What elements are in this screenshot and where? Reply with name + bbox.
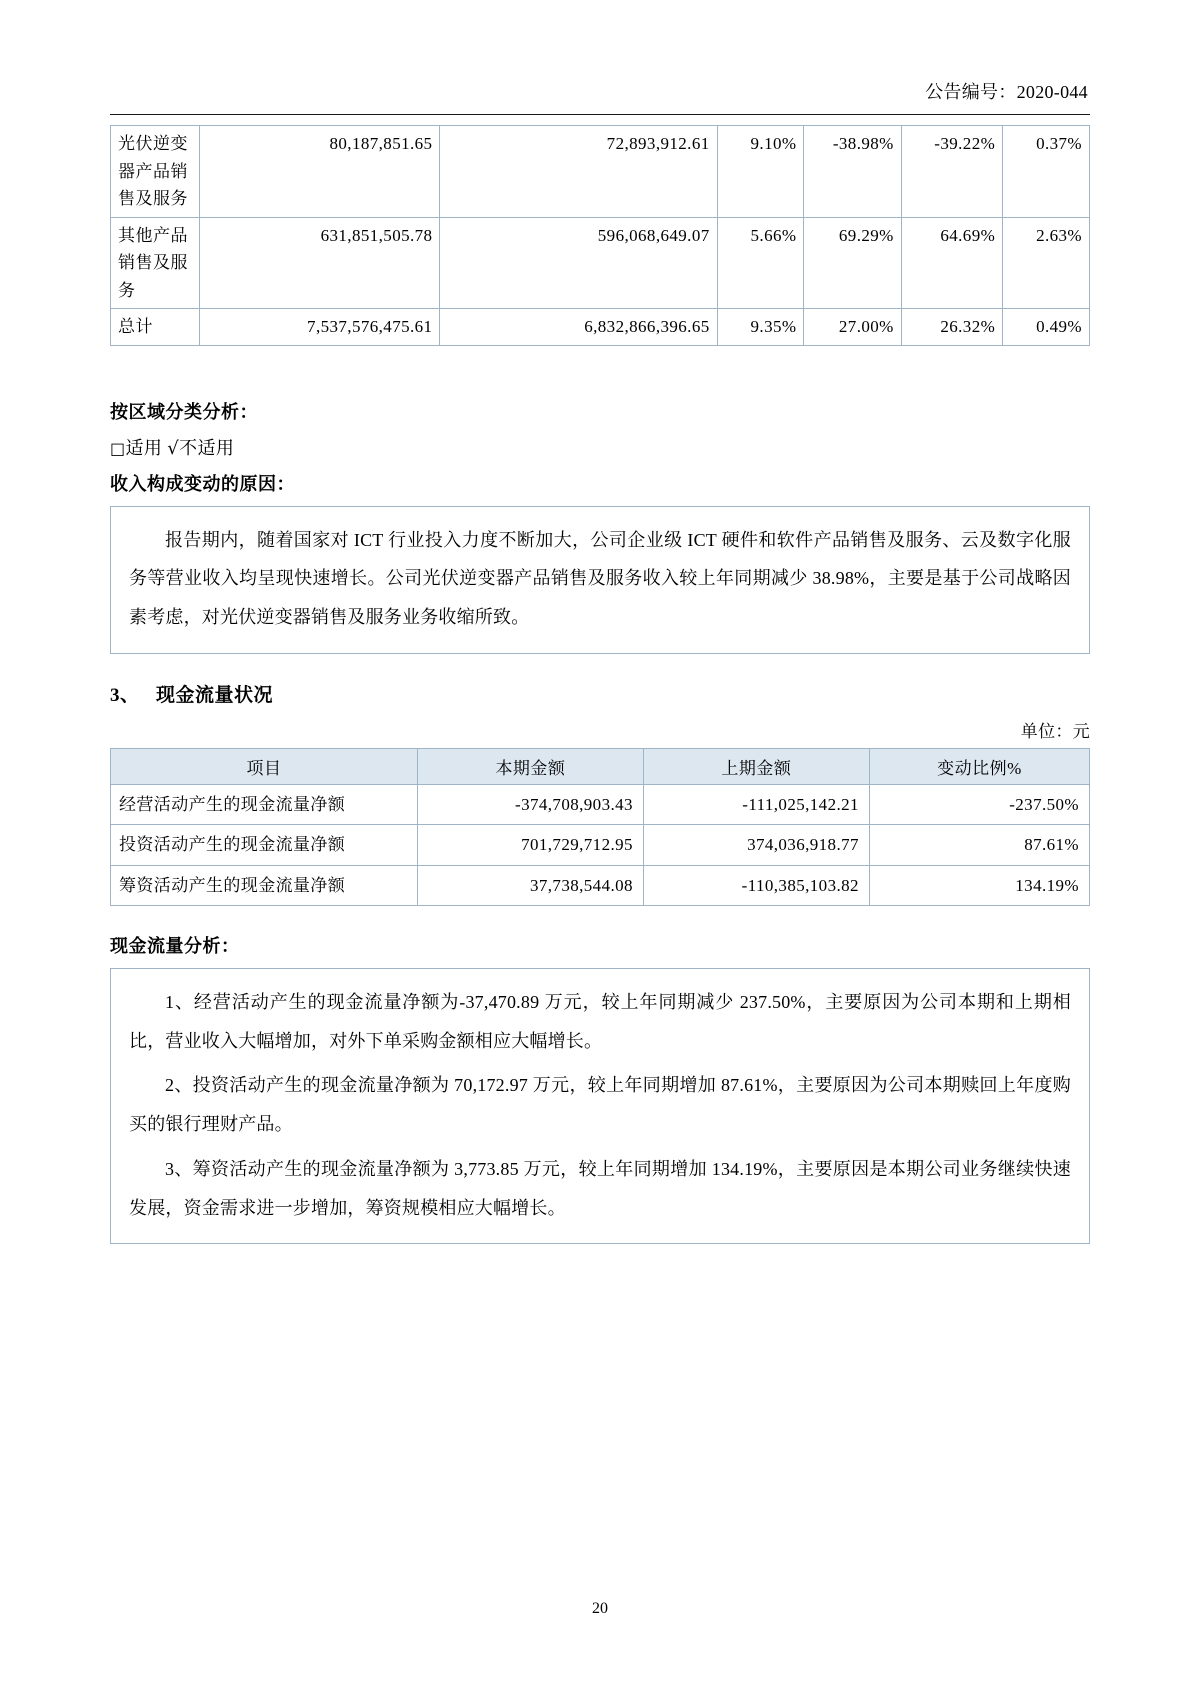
- row-col5: 27.00%: [804, 309, 901, 346]
- row-current-amount: 631,851,505.78: [199, 217, 440, 309]
- table-row: [111, 865, 1090, 905]
- cash-flow-table: [110, 748, 1090, 906]
- applicability-line: [110, 434, 1090, 460]
- row-col5: 69.29%: [804, 217, 901, 309]
- row-label: 其他产品销售及服务: [111, 217, 200, 309]
- section-title: 现金流量状况: [156, 684, 274, 706]
- row-previous-amount: 596,068,649.07: [440, 217, 717, 309]
- row-col6: -39.22%: [901, 126, 1002, 218]
- row-col7: 2.63%: [1003, 217, 1090, 309]
- analysis-paragraph: 3、筹资活动产生的现金流量净额为 3,773.85 万元，较上年同期增加 134.19%，主要原因是本期公司业务继续快速发展，资金需求进一步增加，筹资规模相应大幅增长。: [129, 1158, 1071, 1218]
- cell-current: 37,738,544.08: [417, 865, 643, 905]
- cash-flow-analysis-box: [110, 968, 1090, 1244]
- cell-previous: -111,025,142.21: [643, 784, 869, 824]
- cell-previous: -110,385,103.82: [643, 865, 869, 905]
- row-col7: 0.49%: [1003, 309, 1090, 346]
- cell-change: -237.50%: [869, 784, 1089, 824]
- header-previous-amount: 上期金额: [643, 748, 869, 784]
- cell-current: -374,708,903.43: [417, 784, 643, 824]
- not-applicable-label: 不适用: [179, 437, 235, 458]
- spacer: [110, 654, 1090, 680]
- revenue-reason-paragraph: 报告期内，随着国家对 ICT 行业投入力度不断加大，公司企业级 ICT 硬件和软件产品销售及服务、云及数字化服务等营业收入均呈现快速增长。公司光伏逆变器产品销售及服务收入较上年同期减少 38.98%，主要是基于公司战略因素考虑，对光伏逆变器销售及服务业务收缩所致。: [129, 529, 1071, 628]
- table-row: [111, 784, 1090, 824]
- cash-flow-section-heading: [110, 680, 1090, 707]
- row-label: 总计: [111, 309, 200, 346]
- table-row: [111, 217, 1090, 309]
- row-col6: 26.32%: [901, 309, 1002, 346]
- applicable-label: 适用: [125, 437, 163, 458]
- row-col4: 9.10%: [717, 126, 804, 218]
- header-current-amount: 本期金额: [417, 748, 643, 784]
- cell-change: 134.19%: [869, 865, 1089, 905]
- spacer: [110, 496, 1090, 506]
- header-change-ratio: 变动比例%: [869, 748, 1089, 784]
- header-item: 项目: [111, 748, 418, 784]
- table-header-row: [111, 748, 1090, 784]
- announcement-number: 公告编号：2020-044: [925, 82, 1088, 102]
- cell-current: 701,729,712.95: [417, 825, 643, 865]
- analysis-paragraph: 1、经营活动产生的现金流量净额为-37,470.89 万元，较上年同期减少 237.50%，主要原因为公司本期和上期相比，营业收入大幅增加，对外下单采购金额相应大幅增长。: [129, 992, 1071, 1051]
- spacer: [110, 460, 1090, 470]
- row-previous-amount: 72,893,912.61: [440, 126, 717, 218]
- spacer: [110, 906, 1090, 932]
- revenue-breakdown-table: [110, 125, 1090, 346]
- unit-label: 单位：元: [1020, 721, 1090, 741]
- page-header: [110, 0, 1090, 104]
- cell-change: 87.61%: [869, 825, 1089, 865]
- table-row: [111, 825, 1090, 865]
- cell-item: 投资活动产生的现金流量净额: [111, 825, 418, 865]
- row-current-amount: 80,187,851.65: [199, 126, 440, 218]
- checkbox-unchecked-icon[interactable]: □: [110, 438, 126, 458]
- checkmark-icon[interactable]: √: [167, 437, 180, 459]
- row-col6: 64.69%: [901, 217, 1002, 309]
- spacer: [110, 707, 1090, 717]
- region-analysis-heading: 按区域分类分析：: [110, 401, 258, 422]
- row-col5: -38.98%: [804, 126, 901, 218]
- table-row-total: [111, 309, 1090, 346]
- cell-item: 筹资活动产生的现金流量净额: [111, 865, 418, 905]
- table-row: [111, 126, 1090, 218]
- row-current-amount: 7,537,576,475.61: [199, 309, 440, 346]
- row-label: 光伏逆变器产品销售及服务: [111, 126, 200, 218]
- row-previous-amount: 6,832,866,396.65: [440, 309, 717, 346]
- row-col4: 5.66%: [717, 217, 804, 309]
- revenue-reason-box: [110, 506, 1090, 654]
- spacer: [110, 958, 1090, 968]
- spacer: [110, 115, 1090, 125]
- cell-item: 经营活动产生的现金流量净额: [111, 784, 418, 824]
- section-index: 3、: [110, 684, 140, 706]
- revenue-reason-heading: 收入构成变动的原因：: [110, 473, 295, 494]
- spacer: [110, 346, 1090, 398]
- cell-previous: 374,036,918.77: [643, 825, 869, 865]
- row-col7: 0.37%: [1003, 126, 1090, 218]
- row-col4: 9.35%: [717, 309, 804, 346]
- cash-flow-analysis-heading: 现金流量分析：: [110, 936, 240, 957]
- page-number: 20: [592, 1600, 608, 1617]
- analysis-paragraph: 2、投资活动产生的现金流量净额为 70,172.97 万元，较上年同期增加 87.61%，主要原因为公司本期赎回上年度购买的银行理财产品。: [129, 1075, 1071, 1135]
